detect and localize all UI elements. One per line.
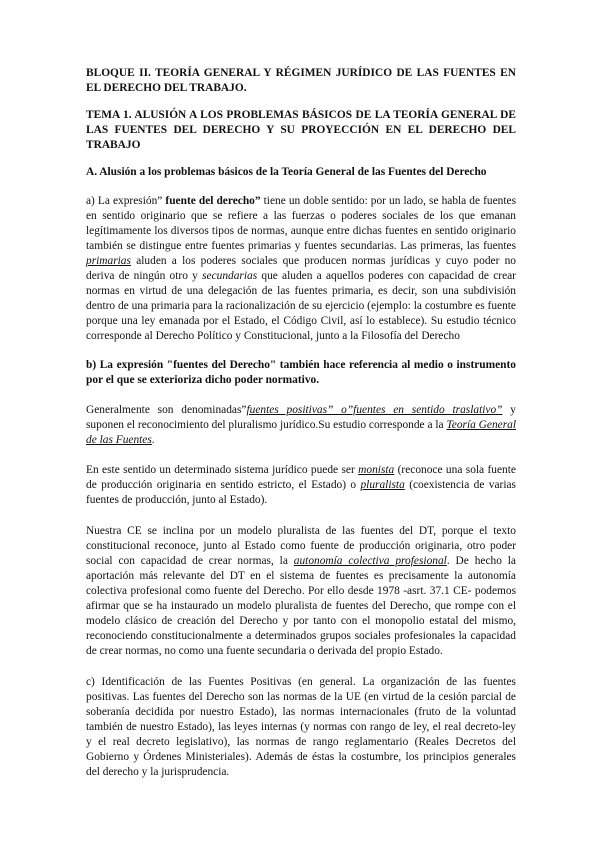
term-primarias: primarias: [86, 255, 131, 267]
term-fuente-del-derecho: fuente del derecho”: [165, 195, 261, 207]
bloque-title: BLOQUE II. TEORÍA GENERAL Y RÉGIMEN JURÍDICO DE LAS FUENTES EN EL DERECHO DEL TRABAJO.: [86, 67, 516, 94]
document-page: [86, 66, 516, 780]
paragraph-monista: En este sentido un determinado sistema jurídico puede ser monista (reconoce una sola fuente de producción originaria en sentido estricto, el Estado) o pluralista (coexistencia de varias fuentes de producción, junto al Estado).: [86, 464, 516, 506]
term-teoria-general: Teoría General de las Fuentes: [86, 419, 516, 446]
paragraph-generalmente: Generalmente son denominadas”fuentes positivas” o”fuentes en sentido traslativo” y suponen el reconocimiento del pluralismo jurídico.Su estudio corresponde a la Teoría General de las Fuentes.: [86, 404, 516, 446]
tema-title: TEMA 1. ALUSIÓN A LOS PROBLEMAS BÁSICOS DE LA TEORÍA GENERAL DE LAS FUENTES DEL DERECHO Y SU PROYECCIÓN EN EL DERECHO DEL TRABAJO: [86, 109, 516, 151]
term-pluralista: pluralista: [360, 479, 405, 491]
paragraph-a: a) La expresión” fuente del derecho” tiene un doble sentido: por un lado, se habla de fuentes en sentido originario que se refiere a las fuerzas o poderes sociales de los que emanan legítimamente los diversos tipos de normas, aunque entre dichas fuentes en sentido originario también se distingue entre fuentes primarias y fuentes secundarias. Las primeras, las fuentes primarias aluden a los poderes sociales que producen normas jurídicas y cuyo poder no deriva de ningún otro y secundarias que aluden a aquellos poderes con capacidad de crear normas en virtud de una delegación de las fuentes primaria, es decir, son una subdivisión dentro de una primaria para la racionalización de su ejercicio (ejemplo: la costumbre es fuente porque una ley emanada por el Estado, el Código Civil, así lo establece). Su estudio técnico corresponde al Derecho Político y Constitucional, junto a la Filosofía del Derecho: [86, 195, 517, 342]
term-secundarias: secundarias: [202, 270, 258, 282]
paragraph-c: c) Identificación de las Fuentes Positivas (en general. La organización de las fuentes positivas. Las fuentes del Derecho son las normas de la UE (en virtud de la cesión parcial de soberanía decidida por nuestro Estado), las normas internacionales (fruto de la voluntad también de nuestro Estado), las leyes internas (y normas con rango de ley, el real decreto-ley y el real decreto legislativo), las normas de rango reglamentario (Reales Decretos del Gobierno y Órdenes Ministeriales). Además de éstas la costumbre, los principios generales del derecho y la jurisprudencia.: [86, 676, 516, 778]
term-autonomia-colectiva: autonomía colectiva profesional: [293, 555, 447, 567]
term-monista: monista: [358, 464, 395, 476]
section-b-title: b) La expresión "fuentes del Derecho" también hace referencia al medio o instrumento por el que se exterioriza dicho poder normativo.: [86, 359, 516, 386]
paragraph-ce: Nuestra CE se inclina por un modelo pluralista de las fuentes del DT, porque el texto constitucional reconoce, junto al Estado como fuente de producción originaria, otro poder social con capacidad de crear normas, la autonomía colectiva profesional. De hecho la aportación más relevante del DT en el sistema de fuentes es precisamente la autonomía colectiva profesional como fuente del Derecho. Por ello desde 1978 -asrt. 37.1 CE- podemos afirmar que se ha instaurado un modelo pluralista de fuentes del Derecho, que rompe con el modelo clásico de creación del Derecho y por tanto con el monopolio estatal del mismo, reconociendo constitucionalmente a determinados grupos sociales profesionales la capacidad de crear normas, no como una fuente secundaria o derivada del propio Estado.: [86, 525, 516, 657]
term-fuentes-positivas: fuentes positivas” o”fuentes en sentido traslativo”: [246, 404, 503, 416]
section-a-title: A. Alusión a los problemas básicos de la Teoría General de las Fuentes del Derecho: [86, 166, 487, 178]
